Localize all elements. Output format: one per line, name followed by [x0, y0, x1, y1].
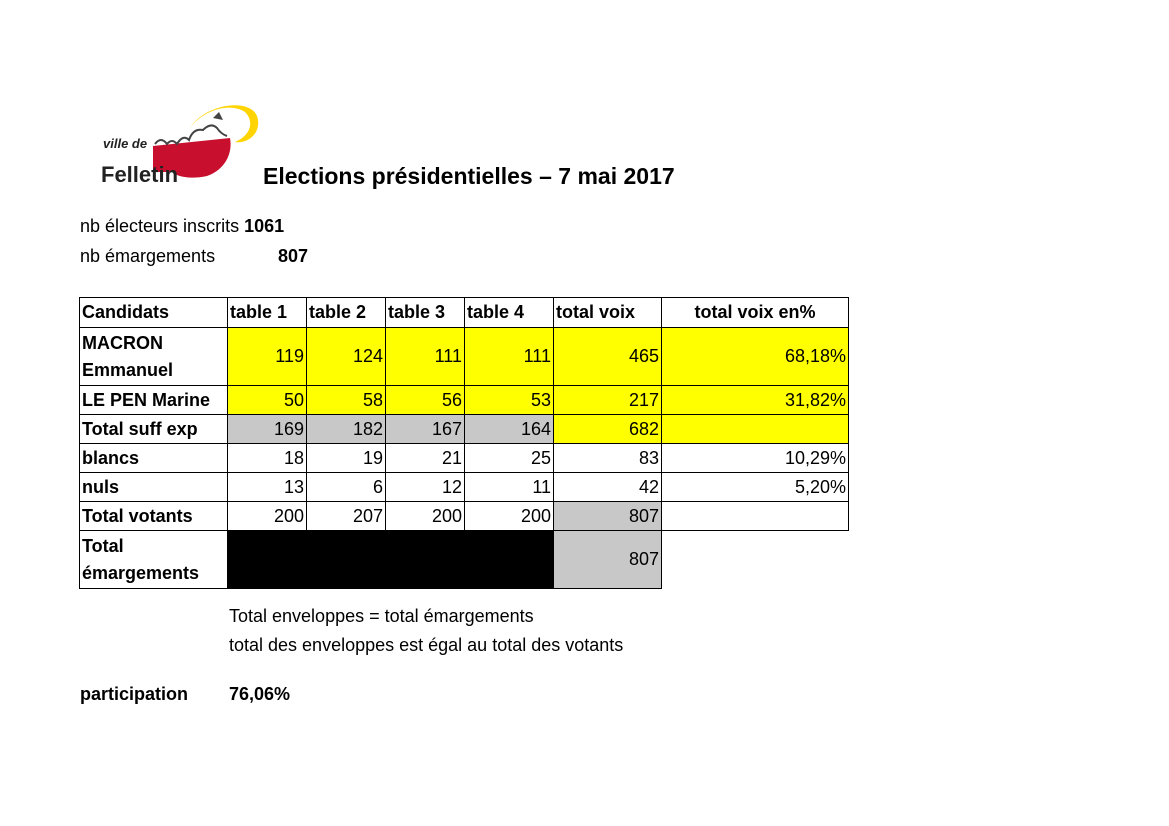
table-row [80, 386, 849, 415]
table-row [80, 502, 849, 531]
table-cell: 56 [386, 386, 465, 415]
table-cell: 25 [465, 444, 554, 473]
table-cell: 167 [386, 415, 465, 444]
results-table [79, 297, 849, 589]
blacked-out-cell [307, 531, 386, 589]
table-cell: 200 [228, 502, 307, 531]
felletin-logo [95, 98, 265, 190]
table-cell: 465 [554, 328, 662, 386]
row-label-line2: émargements [82, 562, 200, 583]
inscrits-value: 1061 [244, 216, 285, 236]
table-row [80, 473, 849, 502]
header-cell: total voix [554, 298, 662, 328]
table-cell: 807 [554, 531, 662, 589]
page-title: Elections présidentielles – 7 mai 2017 [263, 163, 675, 189]
blacked-out-cell [228, 531, 307, 589]
row-label-line1: MACRON [82, 332, 163, 353]
table-cell: 18 [228, 444, 307, 473]
row-label [80, 531, 228, 589]
table-cell: 68,18% [662, 328, 849, 386]
table-row [80, 328, 849, 386]
table-cell: 217 [554, 386, 662, 415]
table-cell: 12 [386, 473, 465, 502]
table-cell [662, 415, 849, 444]
emargements-line [80, 246, 308, 267]
table-cell: 119 [228, 328, 307, 386]
table-cell: 682 [554, 415, 662, 444]
row-label [80, 328, 228, 386]
table-cell: 124 [307, 328, 386, 386]
header-cell: table 2 [307, 298, 386, 328]
table-cell: 111 [386, 328, 465, 386]
header-cell: table 4 [465, 298, 554, 328]
logo-line2: Felletin [101, 162, 179, 187]
emargements-label: nb émargements [80, 246, 216, 266]
table-cell: 6 [307, 473, 386, 502]
table-cell: 164 [465, 415, 554, 444]
table-cell: 11 [465, 473, 554, 502]
table-cell: 182 [307, 415, 386, 444]
header-cell: Candidats [80, 298, 228, 328]
table-cell: 169 [228, 415, 307, 444]
row-label: Total suff exp [80, 415, 228, 444]
note-line-1: Total enveloppes = total émargements [229, 606, 534, 626]
row-label: Total votants [80, 502, 228, 531]
table-cell: 58 [307, 386, 386, 415]
participation-label: participation [80, 684, 189, 704]
table-cell: 10,29% [662, 444, 849, 473]
row-label: LE PEN Marine [80, 386, 228, 415]
row-label: nuls [80, 473, 228, 502]
table-cell: 19 [307, 444, 386, 473]
table-header-row [80, 298, 849, 328]
table-cell: 50 [228, 386, 307, 415]
header-cell: table 1 [228, 298, 307, 328]
blacked-out-cell [465, 531, 554, 589]
table-cell: 111 [465, 328, 554, 386]
table-cell: 83 [554, 444, 662, 473]
table-cell: 31,82% [662, 386, 849, 415]
table-row [80, 444, 849, 473]
row-label-line1: Total [82, 535, 124, 556]
empty-cell [662, 531, 849, 589]
logo-line1: ville de [103, 136, 148, 151]
emargements-value: 807 [278, 246, 309, 266]
blacked-out-cell [386, 531, 465, 589]
inscrits-label: nb électeurs inscrits [80, 216, 240, 236]
table-cell: 807 [554, 502, 662, 531]
inscrits-line [80, 216, 284, 237]
table-row [80, 531, 849, 589]
table-row [80, 415, 849, 444]
row-label-line2: Emmanuel [82, 359, 174, 380]
participation-value: 76,06% [229, 684, 291, 704]
table-cell: 21 [386, 444, 465, 473]
table-cell: 5,20% [662, 473, 849, 502]
table-cell: 200 [465, 502, 554, 531]
table-cell: 200 [386, 502, 465, 531]
row-label: blancs [80, 444, 228, 473]
note-line-2: total des enveloppes est égal au total des votants [229, 635, 624, 655]
table-cell: 207 [307, 502, 386, 531]
table-cell [662, 502, 849, 531]
felletin-logo-graphic [95, 98, 265, 190]
table-cell: 13 [228, 473, 307, 502]
header-cell: total voix en% [662, 298, 849, 328]
table-cell: 53 [465, 386, 554, 415]
table-cell: 42 [554, 473, 662, 502]
header-cell: table 3 [386, 298, 465, 328]
